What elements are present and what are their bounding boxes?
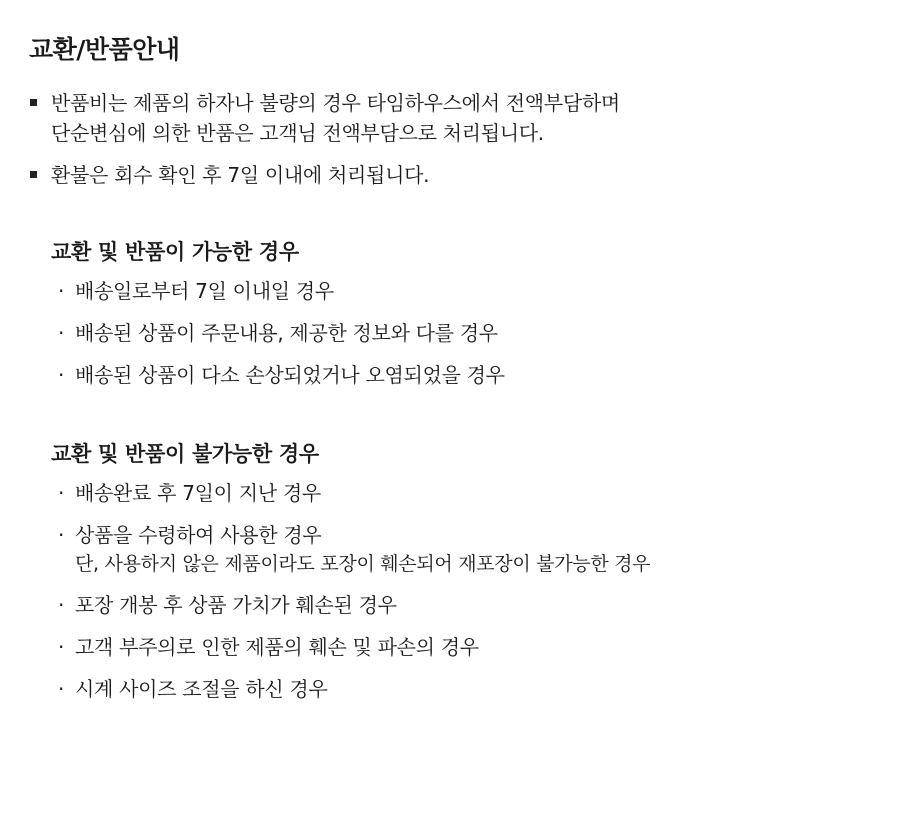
- list-item: [51, 360, 505, 390]
- section-title-impossible: 교환 및 반품이 불가능한 경우: [51, 442, 319, 466]
- bullet-text-line1: 환불은 회수 확인 후 7일 이내에 처리됩니다.: [51, 163, 430, 187]
- item-text: 고객 부주의로 인한 제품의 훼손 및 파손의 경우: [75, 635, 479, 659]
- bullet-refund: [30, 160, 620, 190]
- bullet-text-line2: 단순변심에 의한 반품은 고객님 전액부담으로 처리됩니다.: [51, 121, 544, 145]
- bullet-text-line1: 반품비는 제품의 하자나 불량의 경우 타임하우스에서 전액부담하며: [51, 91, 620, 115]
- list-item: [51, 590, 650, 620]
- square-bullet-icon: [30, 99, 37, 106]
- middle-dot-icon: ·: [58, 481, 65, 505]
- middle-dot-icon: ·: [58, 321, 65, 345]
- middle-dot-icon: ·: [58, 635, 65, 659]
- list-item: [51, 632, 650, 662]
- section-title-possible: 교환 및 반품이 가능한 경우: [51, 240, 299, 264]
- middle-dot-icon: ·: [58, 593, 65, 617]
- list-item: [51, 674, 650, 704]
- policy-bullets: [30, 88, 620, 190]
- list-item: [51, 318, 505, 348]
- list-item: [51, 520, 650, 578]
- item-text: 배송완료 후 7일이 지난 경우: [75, 481, 321, 505]
- list-item: [51, 276, 505, 306]
- item-text: 포장 개봉 후 상품 가치가 훼손된 경우: [75, 593, 397, 617]
- square-bullet-icon: [30, 171, 37, 178]
- middle-dot-icon: ·: [58, 677, 65, 701]
- middle-dot-icon: ·: [58, 279, 65, 303]
- middle-dot-icon: ·: [58, 363, 65, 387]
- list-item: [51, 478, 650, 508]
- page-title: 교환/반품안내: [29, 35, 180, 64]
- item-text: 시계 사이즈 조절을 하신 경우: [75, 677, 328, 701]
- item-text: 배송일로부터 7일 이내일 경우: [75, 279, 334, 303]
- item-text: 배송된 상품이 다소 손상되었거나 오염되었을 경우: [75, 363, 505, 387]
- possible-list: [51, 276, 505, 390]
- middle-dot-icon: ·: [58, 523, 65, 547]
- impossible-list: [51, 478, 650, 704]
- bullet-return-fee: [30, 88, 620, 148]
- item-text: 상품을 수령하여 사용한 경우: [75, 523, 322, 547]
- section-possible: [51, 236, 505, 390]
- item-note: 단, 사용하지 않은 제품이라도 포장이 훼손되어 재포장이 불가능한 경우: [75, 553, 651, 575]
- section-impossible: [51, 438, 650, 704]
- item-text: 배송된 상품이 주문내용, 제공한 정보와 다를 경우: [75, 321, 498, 345]
